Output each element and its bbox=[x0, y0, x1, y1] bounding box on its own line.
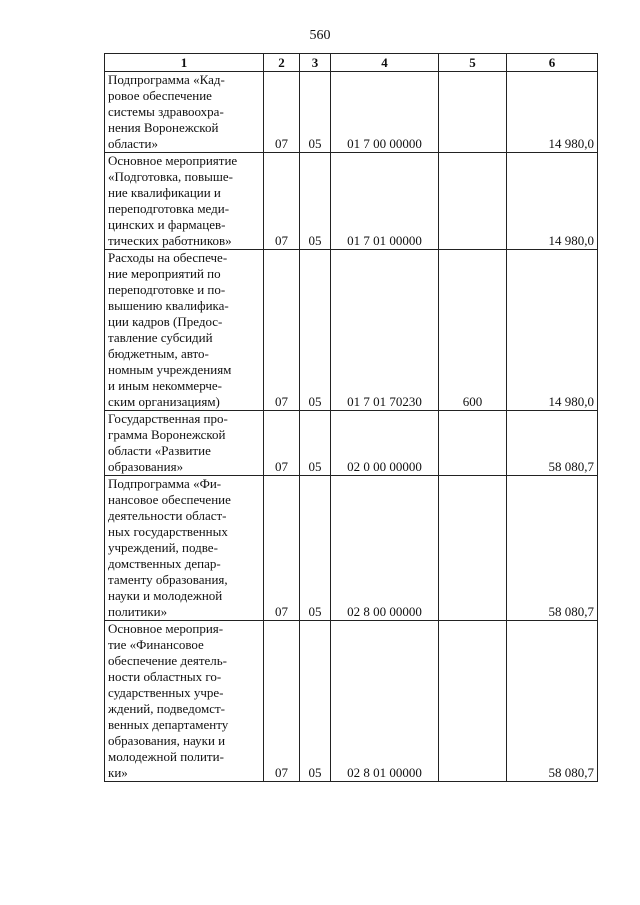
row-name-line: Расходы на обеспече- bbox=[108, 250, 228, 265]
row-name-line: венных департаменту bbox=[108, 717, 229, 732]
row-name-line: сударственных учре- bbox=[108, 685, 224, 700]
row-subsection: 05 bbox=[300, 411, 331, 476]
row-name-line: домственных депар- bbox=[108, 556, 221, 571]
row-name-line: Подпрограмма «Фи- bbox=[108, 476, 222, 491]
row-name-line: бюджетным, авто- bbox=[108, 346, 209, 361]
budget-table bbox=[104, 53, 598, 782]
row-name-line: образования» bbox=[108, 459, 184, 474]
row-name-line: области «Развитие bbox=[108, 443, 211, 458]
row-target-article: 01 7 01 70230 bbox=[331, 250, 439, 411]
row-name-line: переподготовка меди- bbox=[108, 201, 230, 216]
row-name-line: Государственная про- bbox=[108, 411, 228, 426]
row-amount: 14 980,0 bbox=[507, 250, 598, 411]
row-name-line: цинских и фармацев- bbox=[108, 217, 226, 232]
page-number: 560 bbox=[309, 28, 331, 43]
row-name-line: системы здравоохра- bbox=[108, 104, 224, 119]
row-subsection: 05 bbox=[300, 476, 331, 621]
row-target-article: 02 0 00 00000 bbox=[331, 411, 439, 476]
column-header-expense-type: 5 bbox=[439, 54, 507, 72]
row-name-line: молодежной полити- bbox=[108, 749, 224, 764]
row-name-line: Основное мероприя- bbox=[108, 621, 224, 636]
row-section: 07 bbox=[264, 72, 300, 153]
row-target-article: 01 7 01 00000 bbox=[331, 153, 439, 250]
row-name-line: области» bbox=[108, 136, 158, 151]
row-name-line: нансовое обеспечение bbox=[108, 492, 231, 507]
row-name-line: деятельности област- bbox=[108, 508, 227, 523]
row-name-line: тавление субсидий bbox=[108, 330, 213, 345]
column-header-name: 1 bbox=[105, 54, 264, 72]
row-amount: 58 080,7 bbox=[507, 621, 598, 782]
row-name bbox=[105, 72, 264, 153]
row-target-article: 02 8 00 00000 bbox=[331, 476, 439, 621]
row-name bbox=[105, 476, 264, 621]
row-subsection: 05 bbox=[300, 153, 331, 250]
row-name-line: таменту образования, bbox=[108, 572, 228, 587]
column-header-subsection: 3 bbox=[300, 54, 331, 72]
row-name bbox=[105, 250, 264, 411]
row-expense-type bbox=[439, 476, 507, 621]
row-name-line: номным учреждениям bbox=[108, 362, 232, 377]
row-name-line: тие «Финансовое bbox=[108, 637, 204, 652]
table-row bbox=[105, 476, 598, 621]
row-name-line: Основное мероприятие bbox=[108, 153, 238, 168]
row-name bbox=[105, 411, 264, 476]
row-name-line: тических работников» bbox=[108, 233, 232, 248]
row-name-line: политики» bbox=[108, 604, 168, 619]
row-expense-type: 600 bbox=[439, 250, 507, 411]
row-amount: 58 080,7 bbox=[507, 411, 598, 476]
row-name-line: ки» bbox=[108, 765, 128, 780]
table-row bbox=[105, 621, 598, 782]
row-section: 07 bbox=[264, 621, 300, 782]
row-amount: 58 080,7 bbox=[507, 476, 598, 621]
row-name-line: обеспечение деятель- bbox=[108, 653, 228, 668]
row-name-line: вышению квалифика- bbox=[108, 298, 229, 313]
row-name-line: ности областных го- bbox=[108, 669, 222, 684]
row-name-line: ждений, подведомст- bbox=[108, 701, 225, 716]
row-name-line: Подпрограмма «Кад- bbox=[108, 72, 225, 87]
column-header-target-article: 4 bbox=[331, 54, 439, 72]
row-section: 07 bbox=[264, 153, 300, 250]
row-name-line: нения Воронежской bbox=[108, 120, 219, 135]
row-expense-type bbox=[439, 411, 507, 476]
row-subsection: 05 bbox=[300, 72, 331, 153]
row-section: 07 bbox=[264, 476, 300, 621]
row-name-line: и иным некоммерче- bbox=[108, 378, 223, 393]
row-section: 07 bbox=[264, 250, 300, 411]
row-expense-type bbox=[439, 153, 507, 250]
row-expense-type bbox=[439, 621, 507, 782]
row-name-line: ским организациям) bbox=[108, 394, 220, 409]
row-name bbox=[105, 621, 264, 782]
row-name-line: ных государственных bbox=[108, 524, 228, 539]
table-row bbox=[105, 411, 598, 476]
column-header-amount: 6 bbox=[507, 54, 598, 72]
row-name-line: образования, науки и bbox=[108, 733, 226, 748]
row-name-line: ние мероприятий по bbox=[108, 266, 221, 281]
row-section: 07 bbox=[264, 411, 300, 476]
row-subsection: 05 bbox=[300, 621, 331, 782]
table-row bbox=[105, 250, 598, 411]
row-name-line: ние квалификации и bbox=[108, 185, 221, 200]
row-subsection: 05 bbox=[300, 250, 331, 411]
table-row bbox=[105, 72, 598, 153]
row-name bbox=[105, 153, 264, 250]
row-amount: 14 980,0 bbox=[507, 72, 598, 153]
row-name-line: науки и молодежной bbox=[108, 588, 223, 603]
row-name-line: ровое обеспечение bbox=[108, 88, 212, 103]
table-header-row bbox=[105, 54, 598, 72]
row-expense-type bbox=[439, 72, 507, 153]
row-name-line: грамма Воронежской bbox=[108, 427, 226, 442]
table-body bbox=[105, 72, 598, 782]
row-target-article: 02 8 01 00000 bbox=[331, 621, 439, 782]
row-name-line: переподготовке и по- bbox=[108, 282, 226, 297]
column-header-section: 2 bbox=[264, 54, 300, 72]
row-target-article: 01 7 00 00000 bbox=[331, 72, 439, 153]
row-name-line: ции кадров (Предос- bbox=[108, 314, 223, 329]
table-row bbox=[105, 153, 598, 250]
row-name-line: учреждений, подве- bbox=[108, 540, 218, 555]
row-amount: 14 980,0 bbox=[507, 153, 598, 250]
row-name-line: «Подготовка, повыше- bbox=[108, 169, 233, 184]
